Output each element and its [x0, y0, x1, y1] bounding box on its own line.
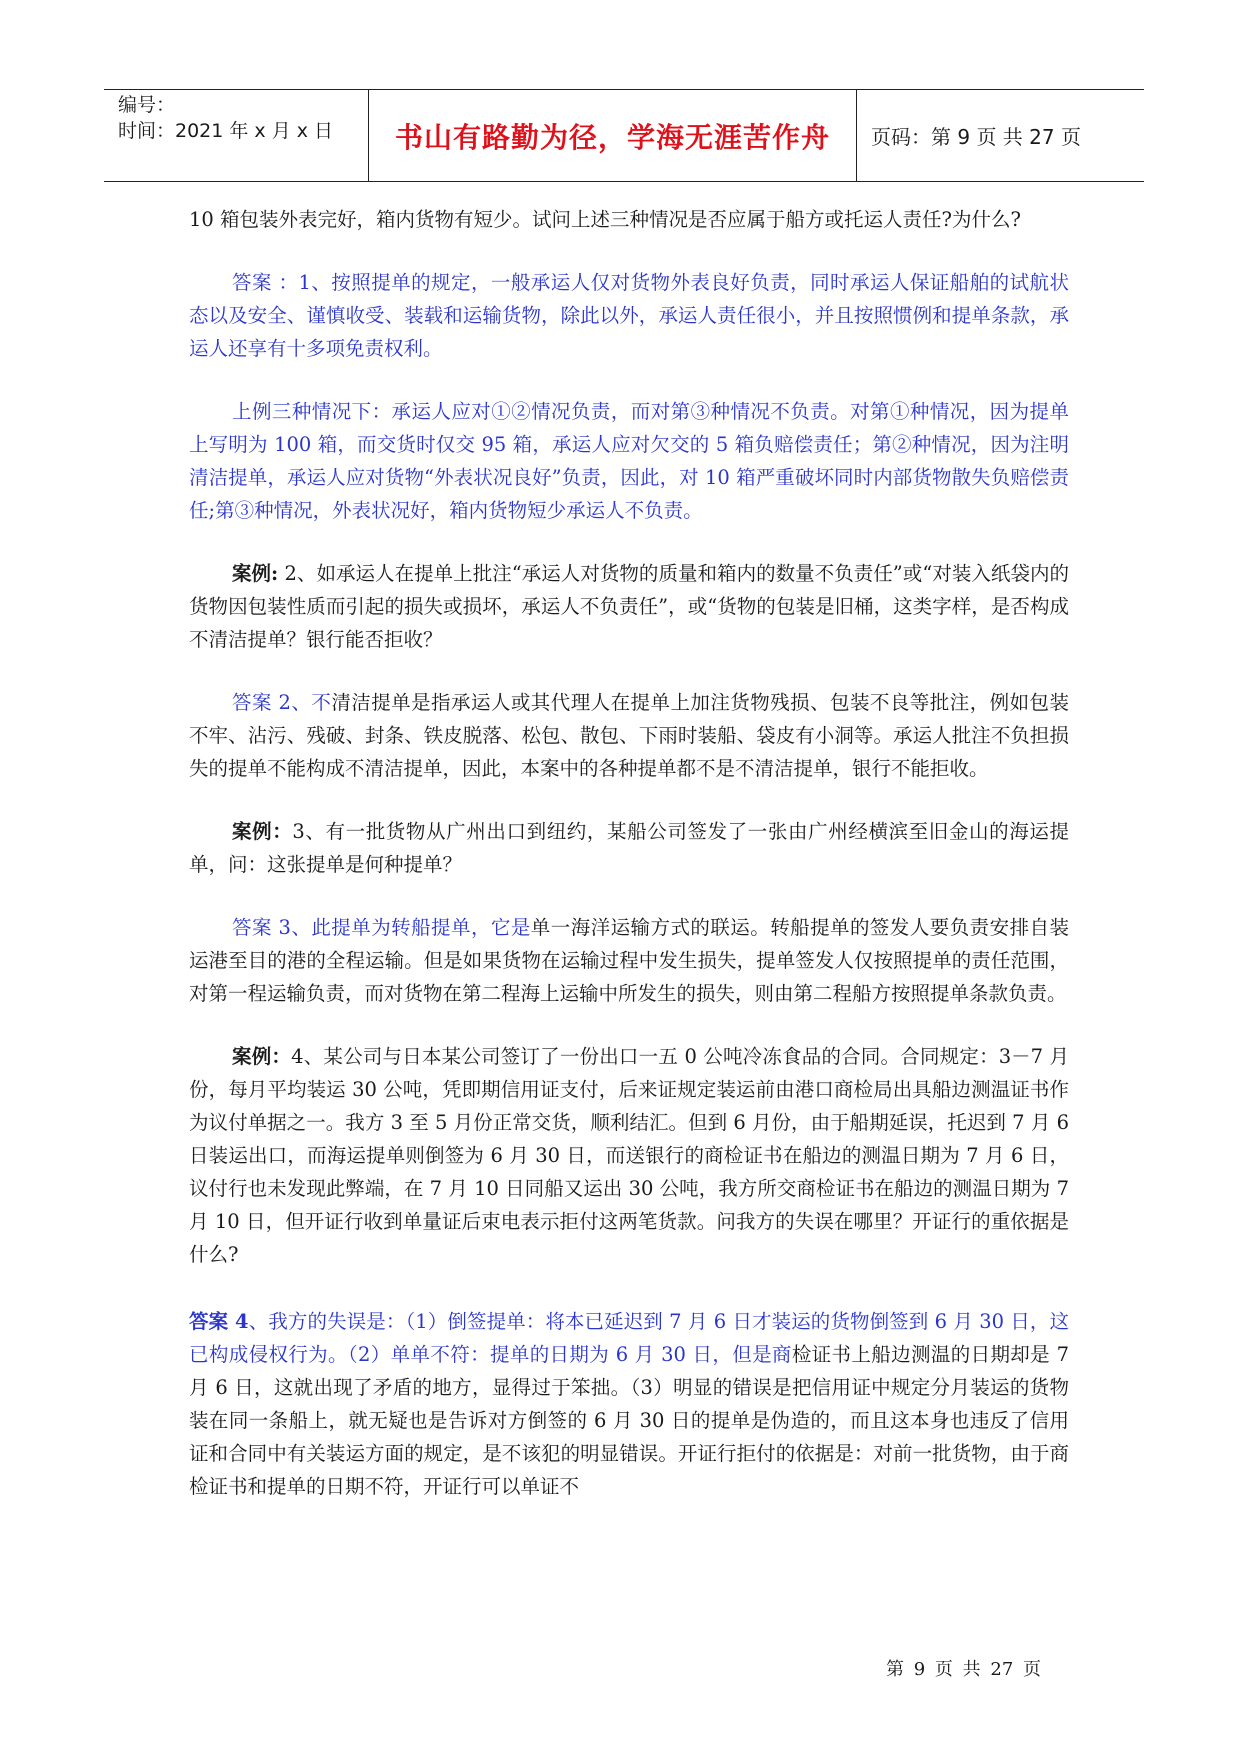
- case-label: 案例：: [232, 1045, 292, 1068]
- case-label: 案例:: [232, 562, 279, 585]
- answer-label: 答案 4: [189, 1310, 249, 1333]
- header-page-number: 页码：第 9 页 共 27 页: [871, 125, 1081, 149]
- answer-label: 答案 2、不: [232, 691, 332, 714]
- page-footer: 第 9 页 共 27 页: [886, 1659, 1041, 1680]
- case-label: 案例：: [232, 820, 293, 843]
- paragraph-text: 3、有一批货物从广州出口到纽约，某船公司签发了一张由广州经横滨至旧金山的海运提单，问：这张提单是何种提单？: [189, 820, 1069, 876]
- paragraph-text: 单一海洋运输方式的联运。转船提单的签发人要负责安排自装运港至目的港的全程运输。但是如果货物在运输过程中发生损失，提单签发人仅按照提单的责任范围，对第一程运输负责，而对货物在第二程海上运输中所发生的损失，则由第二程船方按照提单条款负责。: [189, 916, 1069, 1005]
- header-meta: [104, 90, 369, 181]
- paragraph-text: 2、如承运人在提单上批注“承运人对货物的质量和箱内的数量不负责任”或“对装入纸袋内的货物因包装性质而引起的损失或损坏，承运人不负责任”，或“货物的包装是旧桶，这类字样，是否构成不清洁提单？银行能否拒收？: [189, 562, 1070, 651]
- paragraph-case3: [189, 815, 1069, 881]
- paragraph-answer4: [189, 1305, 1069, 1503]
- paragraph-answer1: [189, 266, 1069, 365]
- paragraph-text: 4、某公司与日本某公司签订了一份出口一五 0 公吨冷冻食品的合同。合同规定：3－7 月份，每月平均装运 30 公吨，凭即期信用证支付，后来证规定装运前由港口商检局出具船边测温证书作为议付单据之一。我方 3 至 5 月份正常交货，顺利结汇。但到 6 月份，由于船期延误，托迟到 7 月 6 日装运出口，而海运提单则倒签为 6 月 30 日，而送银行的商检证书在船边的测温日期为 7 月 6 日，议付行也未发现此弊端，在 7 月 10 日同船又运出 30 公吨，我方所交商检证书在船边的测温日期为 7 月 10 日，但开证行收到单量证后束电表示拒付这两笔货款。问我方的失误在哪里？开证行的重依据是什么?: [189, 1045, 1069, 1266]
- paragraph-answer1-detail: [189, 395, 1069, 527]
- paragraph-case1-tail: [189, 203, 1069, 236]
- document-time-label: 时间：2021 年 x 月 x 日: [118, 120, 334, 142]
- paragraph-text: 检证书上船边测温的日期却是 7 月 6 日，这就出现了矛盾的地方，显得过于笨拙。（3）明显的错误是把信用证中规定分月装运的货物装在同一条船上，就无疑也是告诉对方倒签的 6 月 30 日的提单是伪造的，而且这本身也违反了信用证和合同中有关装运方面的规定，是不该犯的明显错误。开证行拒付的依据是：对前一批货物，由于商检证书和提单的日期不符，开证行可以单证不: [189, 1343, 1070, 1498]
- answer-highlight: 、我方的失误是：（1）倒签提单：将本已延迟到 7 月 6 日才装运的货物倒签到 6 月 30 日，这已构成侵权行为。（2）单单不符：提单的日期为 6 月 30 日，但是商: [189, 1310, 1070, 1366]
- header-motto: 书山有路勤为径，学海无涯苦作舟: [369, 90, 857, 181]
- paragraph-text: 10 箱包装外表完好，箱内货物有短少。试问上述三种情况是否应属于船方或托运人责任?为什么?: [189, 208, 1021, 231]
- paragraph-answer2: [189, 686, 1069, 785]
- paragraph-answer3: [189, 911, 1069, 1010]
- paragraph-text: 清洁提单是指承运人或其代理人在提单上加注货物残损、包装不良等批注，例如包装不牢、沾污、残破、封条、铁皮脱落、松包、散包、下雨时装船、袋皮有小洞等。承运人批注不负担损失的提单不能构成不清洁提单，因此，本案中的各种提单都不是不清洁提单，银行不能拒收。: [189, 691, 1069, 780]
- document-body: [189, 203, 1069, 1533]
- paragraph-case4: [189, 1040, 1069, 1271]
- answer-label: 答案 3、此提单为转船提单，它是: [232, 916, 531, 939]
- paragraph-text: 答案 ：1、按照提单的规定，一般承运人仅对货物外表良好负责，同时承运人保证船舶的试航状态以及安全、谨慎收受、装载和运输货物，除此以外，承运人责任很小，并且按照惯例和提单条款，承运人还享有十多项免责权利。: [189, 271, 1069, 360]
- paragraph-case2: [189, 557, 1069, 656]
- document-number-label: 编号：: [118, 94, 176, 116]
- page-header: [104, 89, 1144, 182]
- paragraph-text: 上例三种情况下：承运人应对①②情况负责，而对第③种情况不负责。对第①种情况，因为提单上写明为 100 箱，而交货时仅交 95 箱，承运人应对欠交的 5 箱负赔偿责任；第②种情况，因为注明清洁提单，承运人应对货物“外表状况良好”负责，因此，对 10 箱严重破坏同时内部货物散失负赔偿责任;第③种情况，外表状况好，箱内货物短少承运人不负责。: [189, 400, 1069, 522]
